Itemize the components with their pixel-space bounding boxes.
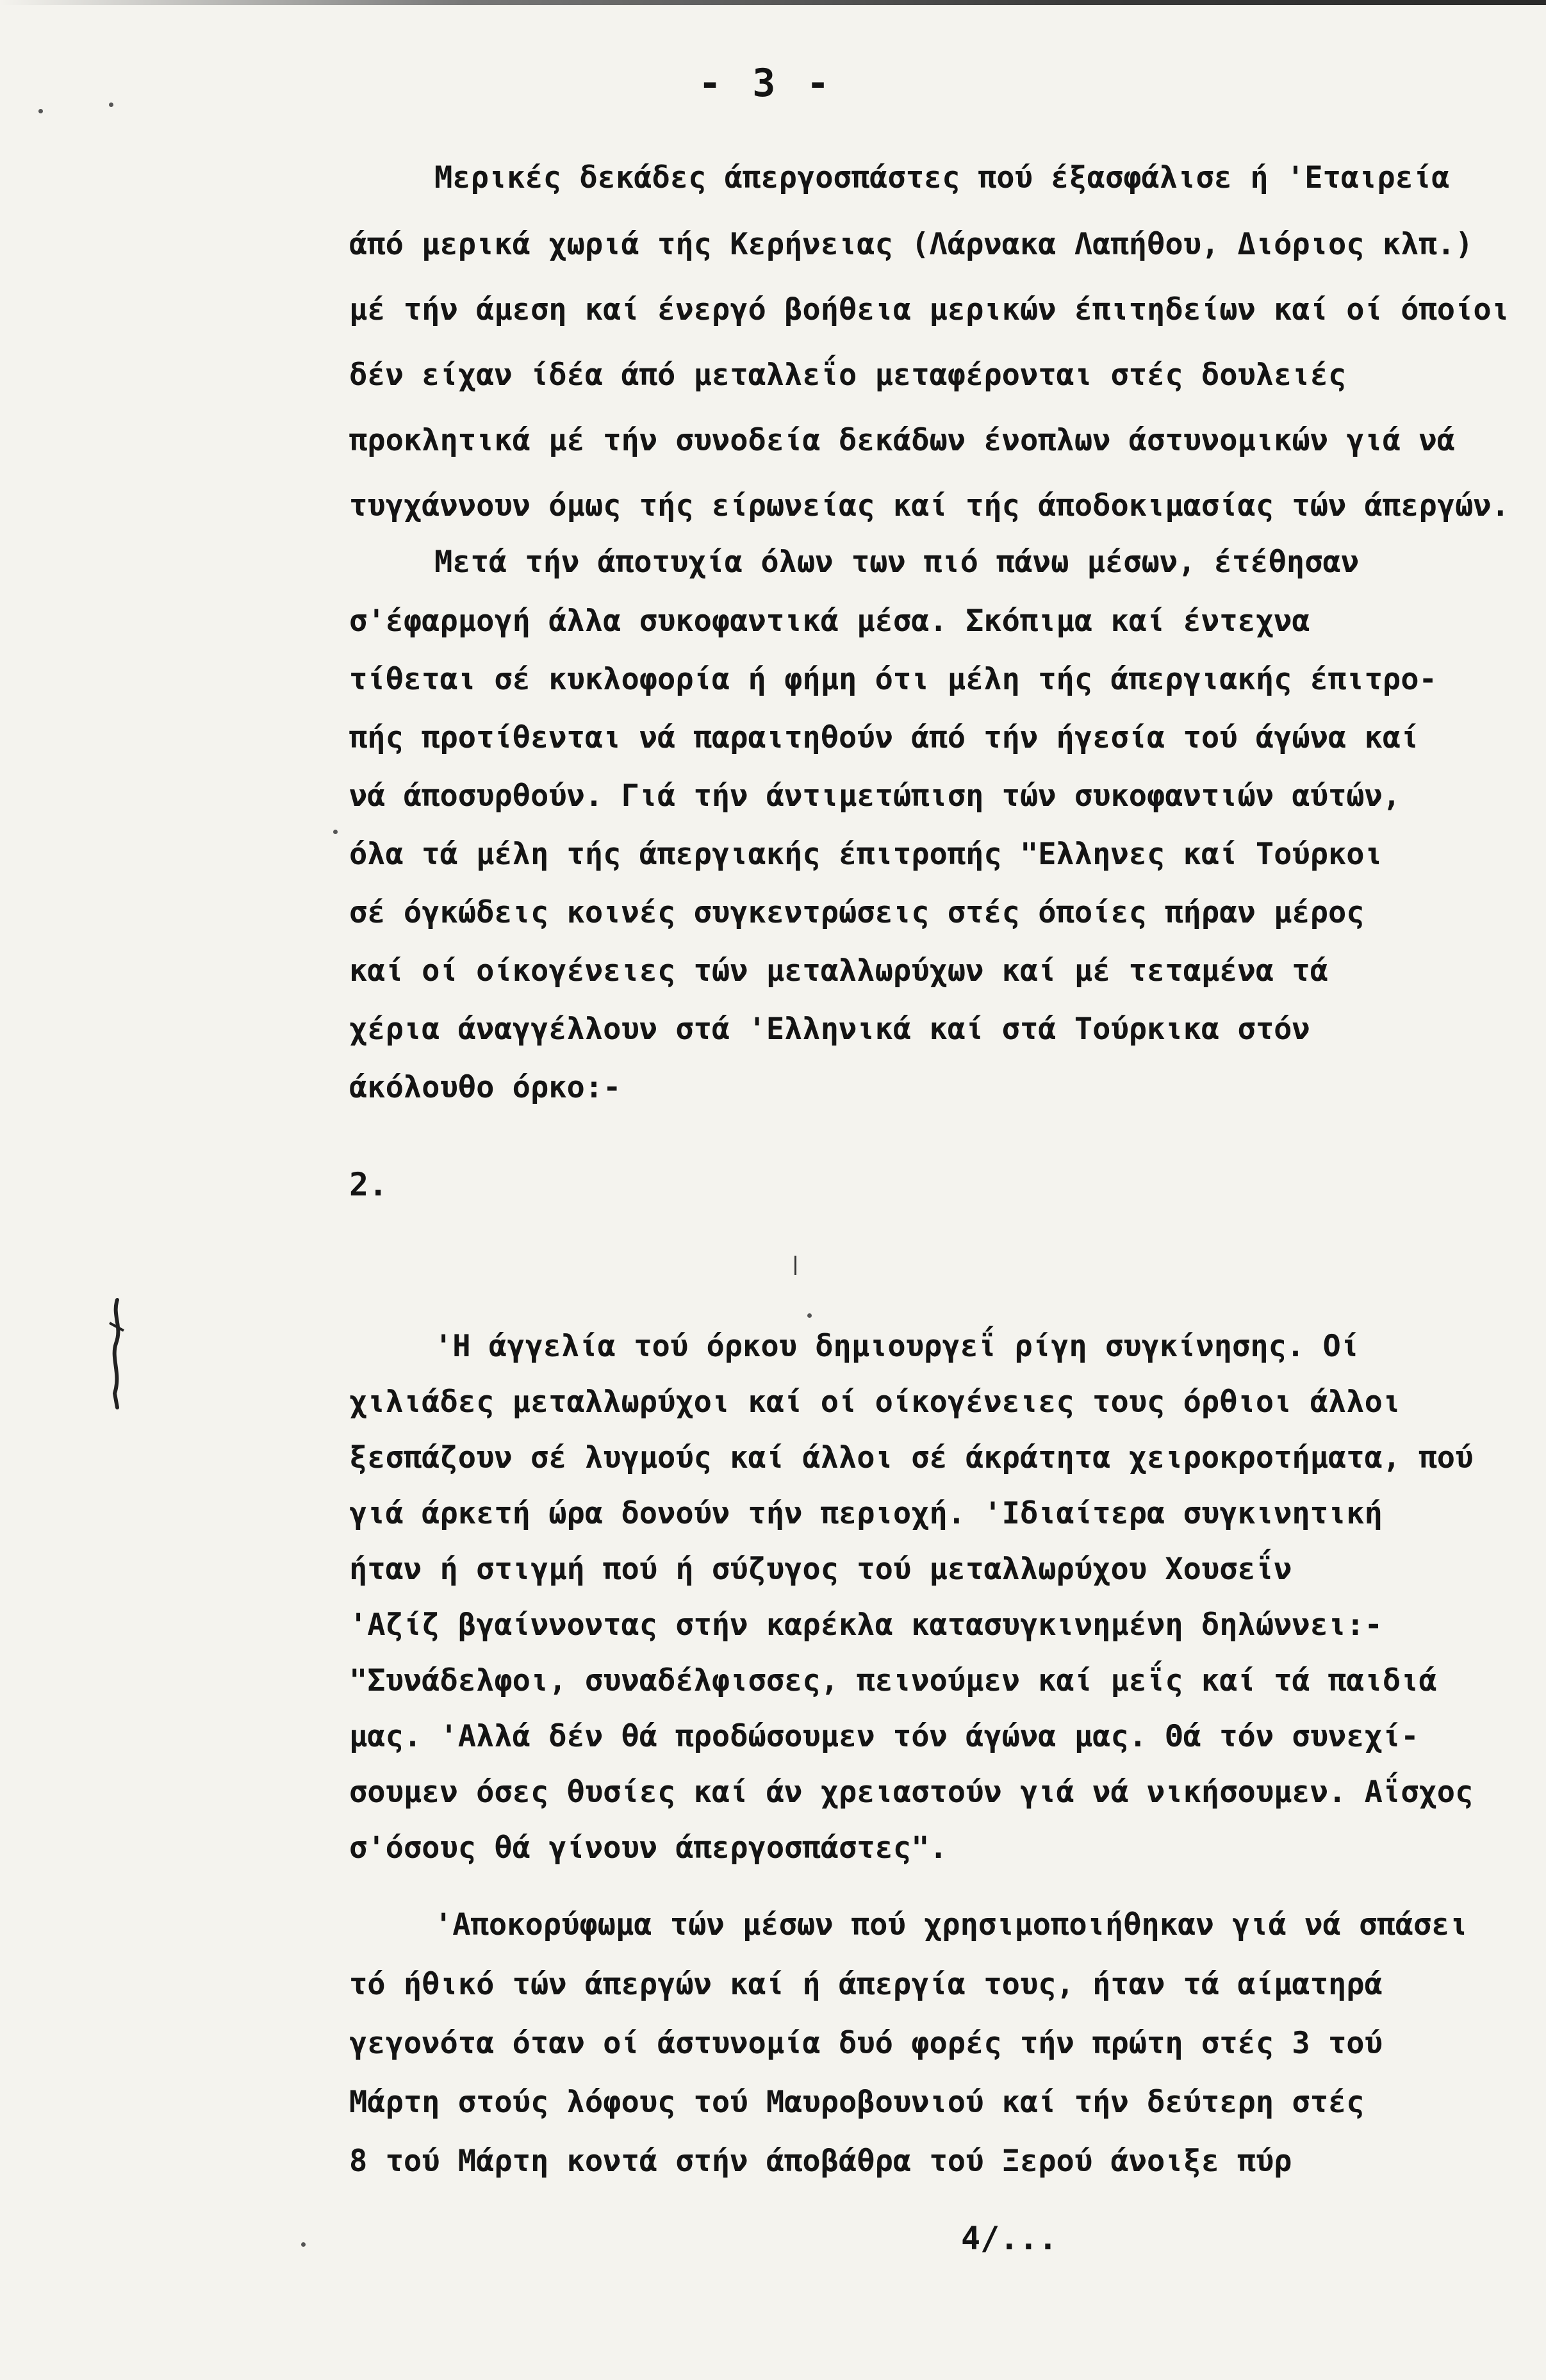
scan-speck <box>38 109 43 113</box>
section-number: 2. <box>349 1166 388 1203</box>
scan-top-edge <box>0 0 1546 5</box>
margin-annotation-icon <box>106 1297 129 1409</box>
scan-speck <box>333 830 338 834</box>
continuation-marker: 4/... <box>961 2220 1058 2257</box>
scan-speck <box>109 103 113 107</box>
page-number: - 3 - <box>698 61 834 106</box>
margin-annotation <box>106 1297 129 1409</box>
scan-speck <box>807 1313 812 1318</box>
scan-speck <box>301 2242 306 2247</box>
scan-mark <box>794 1256 796 1275</box>
